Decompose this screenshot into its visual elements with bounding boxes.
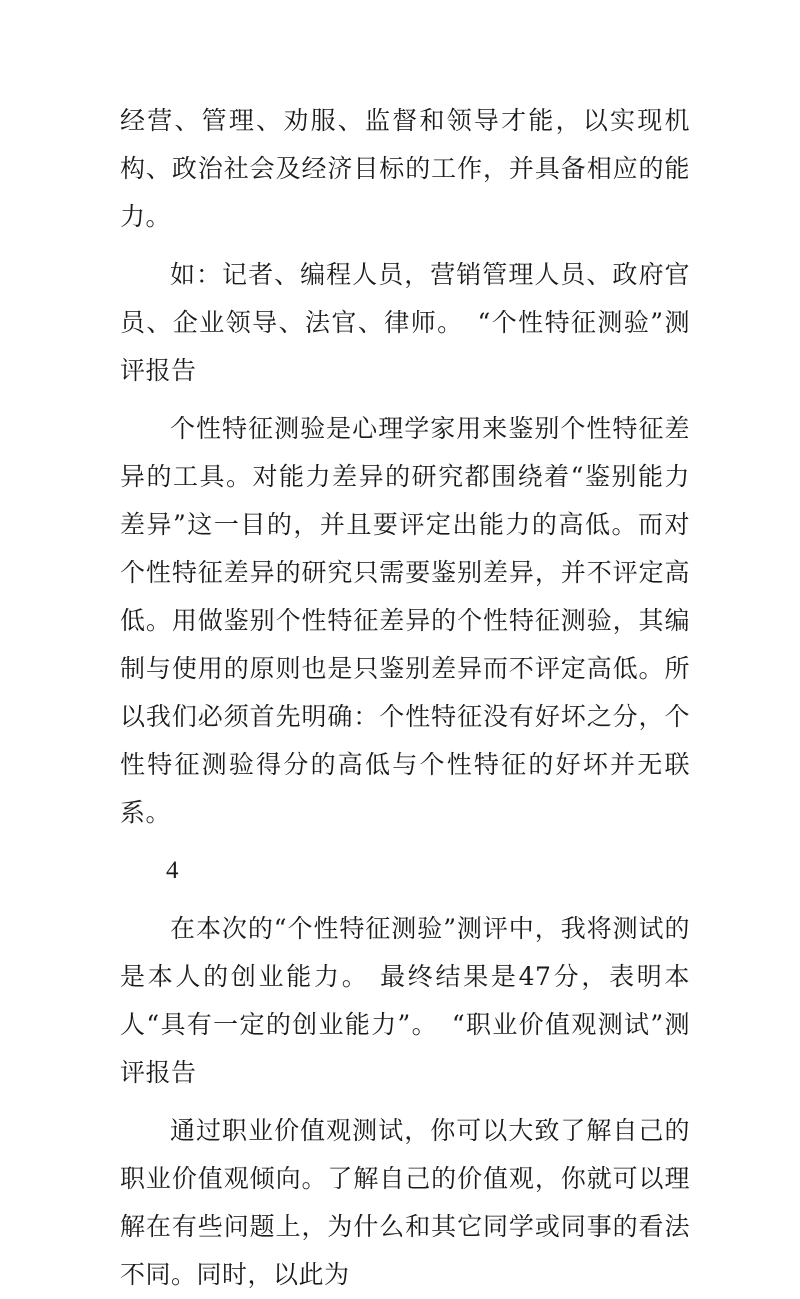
paragraph-continuation: 经营、管理、劝服、监督和领导才能，以实现机构、政治社会及经济目标的工作，并具备相应的能力。 (120, 106, 690, 231)
page-number: 4 (166, 857, 179, 884)
paragraph-test-result: 在本次的“个性特征测验”测评中，我将测试的是本人的创业能力。 最终结果是47分，表明本人“具有一定的创业能力”。 “职业价值观测试”测评报告 (120, 914, 690, 1087)
document-body (120, 97, 690, 1299)
paragraph-career-values: 通过职业价值观测试，你可以大致了解自己的职业价值观倾向。了解自己的价值观，你就可以理解在有些问题上，为什么和其它同学或同事的看法不同。同时，以此为 (120, 1116, 690, 1289)
paragraph-personality-test: 个性特征测验是心理学家用来鉴别个性特征差异的工具。对能力差异的研究都围绕着“鉴别能力差异”这一目的，并且要评定出能力的高低。而对个性特征差异的研究只需要鉴别差异，并不评定高低。用做鉴别个性特征差异的个性特征测验，其编制与使用的原则也是只鉴别差异而不评定高低。所以我们必须首先明确：个性特征没有好坏之分，个性特征测验得分的高低与个性特征的好坏并无联系。 (120, 414, 690, 827)
paragraph-examples: 如：记者、编程人员，营销管理人员、政府官员、企业领导、法官、律师。 “个性特征测验”测评报告 (120, 260, 690, 385)
